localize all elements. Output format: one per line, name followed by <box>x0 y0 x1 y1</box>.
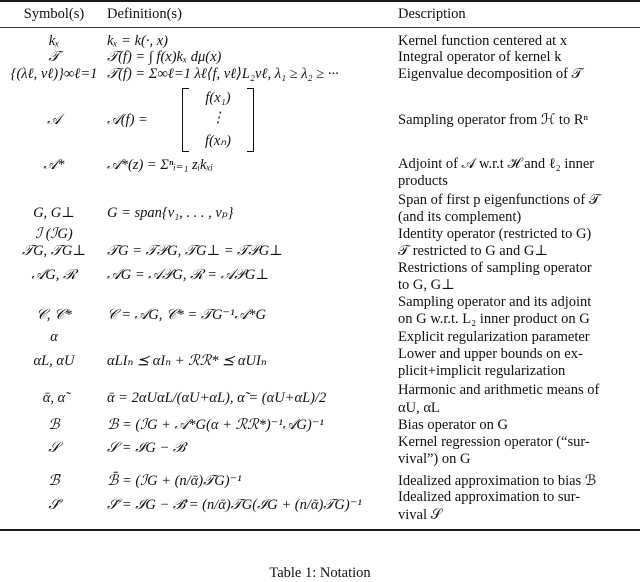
symbol-cell: ℬ <box>48 417 60 433</box>
symbol-cell: 𝒮 <box>48 440 60 456</box>
description-cell: Identity operator (restricted to G) <box>398 226 592 242</box>
description-line: Span of first p eigenfunctions of 𝒯 <box>398 192 600 208</box>
matrix-entry: ⋮ <box>210 110 226 126</box>
symbol-cell: 𝒜G, ℛ <box>31 267 77 283</box>
definition-cell: 𝒯G = 𝒯𝒫G, 𝒯G⊥ = 𝒯𝒫G⊥ <box>107 243 283 259</box>
definition-cell: αLIₙ ⪯ αIₙ + ℛℛ* ⪯ αUIₙ <box>107 353 267 369</box>
description-cell: Integral operator of kernel k <box>398 49 562 65</box>
description-cell: Bias operator on G <box>398 417 508 433</box>
description-line: Sampling operator and its adjoint <box>398 294 592 310</box>
symbol-cell: 𝒜 <box>47 112 61 128</box>
definition-cell: 𝒜(f) = <box>107 112 148 128</box>
definition-cell: G = span{v₁, . . . , vₚ} <box>107 205 234 221</box>
symbol-cell: kₓ <box>48 33 60 49</box>
description-line: to G, G⊥ <box>398 277 455 293</box>
definition-cell: ℬ̄ = (ℐG + (n/ᾱ)𝒯G)⁻¹ <box>107 473 242 489</box>
description-line: Idealized approximation to sur- <box>398 489 581 505</box>
symbol-cell: 𝒯 <box>48 49 60 65</box>
description-line: Harmonic and arithmetic means of <box>398 382 600 398</box>
description-line: Adjoint of 𝒜 w.r.t ℋ and ℓ₂ inner <box>398 156 595 172</box>
top-rule <box>0 0 640 2</box>
definition-cell: 𝒯(f) = ∫ f(x)kₓ dμ(x) <box>107 49 222 65</box>
description-line: Kernel regression operator (“sur- <box>398 434 590 450</box>
symbol-cell: α <box>50 329 58 345</box>
header-symbol: Symbol(s) <box>23 6 85 22</box>
symbol-cell: {(λℓ, vℓ)}∞ℓ=1 <box>10 66 98 82</box>
definition-cell: 𝒯(f) = Σ∞ℓ=1 λℓ⟨f, vℓ⟩L₂vℓ, λ₁ ≥ λ₂ ≥ ··· <box>107 66 339 82</box>
table-caption: Table 1: Notation <box>269 565 371 581</box>
symbol-cell: ℐ (ℐG) <box>35 226 73 242</box>
description-cell: Idealized approximation to bias ℬ <box>398 473 597 489</box>
description-cell: Explicit regularization parameter <box>398 329 590 345</box>
bottom-rule <box>0 529 640 531</box>
symbol-cell: ℬ̄ <box>48 473 60 489</box>
header-description: Description <box>398 6 466 22</box>
column-vector-matrix <box>182 88 254 152</box>
description-line: (and its complement) <box>398 209 522 225</box>
header-definition: Definition(s) <box>107 6 182 22</box>
matrix-entry: f(x₁) <box>205 90 231 106</box>
definition-cell: 𝒮̄ = ℐG − ℬ̄ = (n/ᾱ)𝒯G(ℐG + (n/ᾱ)𝒯G)⁻¹ <box>107 497 362 513</box>
symbol-cell: ᾱ, α̃ <box>42 390 66 406</box>
description-line: products <box>398 173 448 189</box>
matrix-entry: f(xₙ) <box>205 133 231 149</box>
symbol-cell: 𝒮̄ <box>48 497 60 513</box>
definition-cell: kₓ = k(·, x) <box>107 33 168 49</box>
symbol-cell: 𝒯G, 𝒯G⊥ <box>21 243 87 259</box>
description-line: Lower and upper bounds on ex- <box>398 346 583 362</box>
symbol-cell: 𝒜* <box>43 157 65 173</box>
symbol-cell: αL, αU <box>33 353 75 369</box>
description-line: on G w.r.t. L₂ inner product on G <box>398 311 590 327</box>
description-line: αU, αL <box>398 400 440 416</box>
definition-cell: ℬ = (ℐG + 𝒜*G(α + ℛℛ*)⁻¹𝒜G)⁻¹ <box>107 417 324 433</box>
header-rule <box>0 27 640 28</box>
description-line: vival 𝒮 <box>398 507 442 523</box>
symbol-cell: 𝒞, 𝒞* <box>36 307 72 323</box>
definition-cell: ᾱ = 2αUαL/(αU+αL), α̃ = (αU+αL)/2 <box>107 390 327 406</box>
definition-cell: 𝒜*(z) = Σⁿᵢ₌₁ zᵢkₓᵢ <box>107 157 213 173</box>
description-cell: Sampling operator from ℋ to Rⁿ <box>398 112 589 128</box>
description-cell: Eigenvalue decomposition of 𝒯 <box>398 66 583 82</box>
definition-cell: 𝒞 = 𝒜G, 𝒞* = 𝒯G⁻¹𝒜*G <box>107 307 266 323</box>
description-line: vival”) on G <box>398 451 471 467</box>
description-line: plicit+implicit regularization <box>398 363 566 379</box>
description-line: Restrictions of sampling operator <box>398 260 592 276</box>
definition-cell: 𝒮 = ℐG − ℬ <box>107 440 186 456</box>
description-cell: Kernel function centered at x <box>398 33 568 49</box>
definition-cell: 𝒜G = 𝒜𝒫G, ℛ = 𝒜𝒫G⊥ <box>107 267 269 283</box>
description-cell: 𝒯 restricted to G and G⊥ <box>398 243 548 259</box>
symbol-cell: G, G⊥ <box>33 205 75 221</box>
